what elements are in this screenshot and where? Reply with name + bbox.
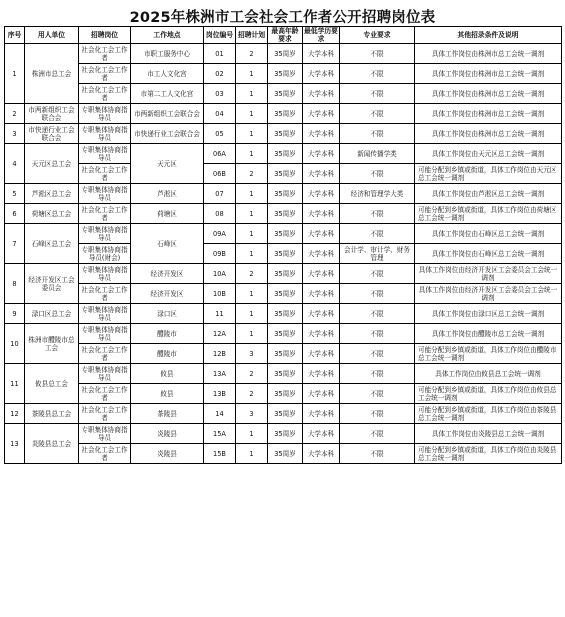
place-cell: 炎陵县	[131, 424, 204, 444]
header-cell: 工作地点	[131, 27, 204, 44]
plan-cell: 1	[236, 104, 268, 124]
place-cell: 经济开发区	[131, 264, 204, 284]
table-row	[5, 124, 562, 144]
note-cell: 可能分配到乡镇或街道，具体工作岗位由攸县总工会统一调剂	[415, 384, 562, 404]
seq-cell: 10	[5, 324, 25, 364]
unit-cell: 炎陵县总工会	[25, 424, 79, 464]
note-cell: 具体工作岗位由经济开发区工会委员会工会统一调剂	[415, 264, 562, 284]
note-cell: 具体工作岗位由石峰区总工会统一调剂	[415, 224, 562, 244]
seq-cell: 11	[5, 364, 25, 404]
major-cell: 会计学、审计学、财务管理	[340, 244, 415, 264]
table-row	[5, 64, 562, 84]
note-cell: 具体工作岗位由株洲市总工会统一调剂	[415, 104, 562, 124]
plan-cell: 3	[236, 344, 268, 364]
major-cell: 不限	[340, 224, 415, 244]
place-cell: 炎陵县	[131, 444, 204, 464]
age-cell: 35周岁	[268, 264, 303, 284]
table-row	[5, 324, 562, 344]
seq-cell: 8	[5, 264, 25, 304]
table-row	[5, 444, 562, 464]
edu-cell: 大学本科	[303, 364, 340, 384]
seq-cell: 13	[5, 424, 25, 464]
code-cell: 14	[204, 404, 236, 424]
unit-cell: 茶陵县总工会	[25, 404, 79, 424]
note-cell: 可能分配到乡镇或街道，具体工作岗位由天元区总工会统一调剂	[415, 164, 562, 184]
post-cell: 社会化工会工作者	[79, 344, 131, 364]
age-cell: 35周岁	[268, 124, 303, 144]
code-cell: 13A	[204, 364, 236, 384]
age-cell: 35周岁	[268, 284, 303, 304]
plan-cell: 1	[236, 244, 268, 264]
header-cell: 最低学历要求	[304, 27, 338, 43]
edu-cell: 大学本科	[303, 84, 340, 104]
major-cell: 不限	[340, 304, 415, 324]
note-cell: 具体工作岗位由株洲市总工会统一调剂	[415, 84, 562, 104]
seq-cell: 9	[5, 304, 25, 324]
seq-cell: 3	[5, 124, 25, 144]
post-cell: 专职集体协商指导员	[79, 144, 131, 164]
seq-cell: 2	[5, 104, 25, 124]
edu-cell: 大学本科	[303, 124, 340, 144]
age-cell: 35周岁	[268, 404, 303, 424]
note-cell: 具体工作岗位由渌口区总工会统一调剂	[415, 304, 562, 324]
header-cell: 岗位编号	[204, 27, 236, 44]
table-row	[5, 424, 562, 444]
page-title: 2025年株洲市工会社会工作者公开招聘岗位表	[129, 10, 436, 26]
table-header-row	[5, 27, 562, 44]
post-cell: 专职集体协商指导员	[79, 264, 131, 284]
table-row	[5, 184, 562, 204]
post-cell: 社会化工会工作者	[79, 84, 131, 104]
edu-cell: 大学本科	[303, 44, 340, 64]
table-row	[5, 264, 562, 284]
code-cell: 12A	[204, 324, 236, 344]
code-cell: 05	[204, 124, 236, 144]
place-cell: 攸县	[131, 364, 204, 384]
post-cell: 社会化工会工作者	[79, 164, 131, 184]
code-cell: 06B	[204, 164, 236, 184]
edu-cell: 大学本科	[303, 184, 340, 204]
major-cell: 不限	[340, 364, 415, 384]
major-cell: 不限	[340, 284, 415, 304]
major-cell: 不限	[340, 324, 415, 344]
table-row	[5, 404, 562, 424]
post-cell: 专职集体协商指导员	[79, 424, 131, 444]
plan-cell: 3	[236, 404, 268, 424]
plan-cell: 1	[236, 124, 268, 144]
plan-cell: 2	[236, 264, 268, 284]
edu-cell: 大学本科	[303, 164, 340, 184]
plan-cell: 1	[236, 284, 268, 304]
table-row	[5, 104, 562, 124]
table-row	[5, 284, 562, 304]
header-cell: 其他招录条件及说明	[415, 27, 562, 44]
post-cell: 社会化工会工作者	[79, 444, 131, 464]
edu-cell: 大学本科	[303, 224, 340, 244]
code-cell: 09A	[204, 224, 236, 244]
place-cell: 芦淞区	[131, 184, 204, 204]
place-cell: 市工人文化宫	[131, 64, 204, 84]
place-cell: 市职工服务中心	[131, 44, 204, 64]
place-cell: 荷塘区	[131, 204, 204, 224]
post-cell: 专职集体协商指导员	[79, 324, 131, 344]
major-cell: 经济和管理学大类	[340, 184, 415, 204]
major-cell: 不限	[340, 444, 415, 464]
age-cell: 35周岁	[268, 244, 303, 264]
edu-cell: 大学本科	[303, 64, 340, 84]
table-row	[5, 224, 562, 244]
table-row	[5, 344, 562, 364]
code-cell: 09B	[204, 244, 236, 264]
table-row	[5, 144, 562, 164]
age-cell: 35周岁	[268, 224, 303, 244]
age-cell: 35周岁	[268, 164, 303, 184]
major-cell: 不限	[340, 344, 415, 364]
table-row	[5, 44, 562, 64]
code-cell: 01	[204, 44, 236, 64]
major-cell: 新闻传播学类	[340, 144, 415, 164]
note-cell: 可能分配到乡镇或街道，具体工作岗位由荷塘区总工会统一调剂	[415, 204, 562, 224]
plan-cell: 2	[236, 364, 268, 384]
place-cell: 石峰区	[131, 224, 204, 264]
note-cell: 具体工作岗位由株洲市总工会统一调剂	[415, 64, 562, 84]
code-cell: 06A	[204, 144, 236, 164]
major-cell: 不限	[340, 124, 415, 144]
place-cell: 市第二工人文化宫	[131, 84, 204, 104]
place-cell: 醴陵市	[131, 344, 204, 364]
major-cell: 不限	[340, 64, 415, 84]
major-cell: 不限	[340, 104, 415, 124]
header-cell: 序号	[5, 27, 25, 44]
age-cell: 35周岁	[268, 204, 303, 224]
plan-cell: 2	[236, 164, 268, 184]
plan-cell: 1	[236, 184, 268, 204]
place-cell: 茶陵县	[131, 404, 204, 424]
unit-cell: 石峰区总工会	[25, 224, 79, 264]
code-cell: 12B	[204, 344, 236, 364]
note-cell: 具体工作岗位由醴陵市总工会统一调剂	[415, 324, 562, 344]
header-cell: 招聘计划	[236, 27, 268, 44]
table-row	[5, 304, 562, 324]
unit-cell: 荷塘区总工会	[25, 204, 79, 224]
code-cell: 08	[204, 204, 236, 224]
edu-cell: 大学本科	[303, 284, 340, 304]
note-cell: 具体工作岗位由株洲市总工会统一调剂	[415, 124, 562, 144]
age-cell: 35周岁	[268, 444, 303, 464]
edu-cell: 大学本科	[303, 244, 340, 264]
age-cell: 35周岁	[268, 84, 303, 104]
edu-cell: 大学本科	[303, 384, 340, 404]
seq-cell: 7	[5, 224, 25, 264]
seq-cell: 6	[5, 204, 25, 224]
major-cell: 不限	[340, 384, 415, 404]
unit-cell: 经济开发区工会委员会	[25, 264, 79, 304]
plan-cell: 1	[236, 444, 268, 464]
place-cell: 天元区	[131, 144, 204, 184]
code-cell: 15A	[204, 424, 236, 444]
age-cell: 35周岁	[268, 64, 303, 84]
post-cell: 专职集体协商指导员	[79, 224, 131, 244]
code-cell: 07	[204, 184, 236, 204]
post-cell: 专职集体协商指导员	[79, 364, 131, 384]
note-cell: 具体工作岗位由攸县总工会统一调剂	[415, 364, 562, 384]
unit-cell: 渌口区总工会	[25, 304, 79, 324]
plan-cell: 1	[236, 224, 268, 244]
note-cell: 具体工作岗位由天元区总工会统一调剂	[415, 144, 562, 164]
major-cell: 不限	[340, 84, 415, 104]
note-cell: 具体工作岗位由炎陵县总工会统一调剂	[415, 424, 562, 444]
unit-cell: 天元区总工会	[25, 144, 79, 184]
post-cell: 社会化工会工作者	[79, 44, 131, 64]
major-cell: 不限	[340, 204, 415, 224]
unit-cell: 芦淞区总工会	[25, 184, 79, 204]
post-cell: 社会化工会工作者	[79, 404, 131, 424]
table-row	[5, 384, 562, 404]
code-cell: 15B	[204, 444, 236, 464]
seq-cell: 12	[5, 404, 25, 424]
table-row	[5, 84, 562, 104]
age-cell: 35周岁	[268, 44, 303, 64]
post-cell: 专职集体协商指导员(财会)	[79, 244, 131, 264]
edu-cell: 大学本科	[303, 444, 340, 464]
major-cell: 不限	[340, 44, 415, 64]
edu-cell: 大学本科	[303, 344, 340, 364]
place-cell: 市两新组织工会联合会	[131, 104, 204, 124]
age-cell: 35周岁	[268, 324, 303, 344]
place-cell: 醴陵市	[131, 324, 204, 344]
place-cell: 渌口区	[131, 304, 204, 324]
post-cell: 专职集体协商指导员	[79, 124, 131, 144]
post-cell: 社会化工会工作者	[79, 204, 131, 224]
edu-cell: 大学本科	[303, 404, 340, 424]
code-cell: 02	[204, 64, 236, 84]
code-cell: 03	[204, 84, 236, 104]
age-cell: 35周岁	[268, 104, 303, 124]
code-cell: 13B	[204, 384, 236, 404]
post-cell: 专职集体协商指导员	[79, 304, 131, 324]
recruitment-table	[4, 26, 562, 464]
note-cell: 可能分配到乡镇或街道，具体工作岗位由醴陵市总工会统一调剂	[415, 344, 562, 364]
unit-cell: 攸县总工会	[25, 364, 79, 404]
age-cell: 35周岁	[268, 144, 303, 164]
note-cell: 具体工作岗位由芦淞区总工会统一调剂	[415, 184, 562, 204]
note-cell: 可能分配到乡镇或街道，具体工作岗位由茶陵县总工会统一调剂	[415, 404, 562, 424]
age-cell: 35周岁	[268, 384, 303, 404]
unit-cell: 株洲市总工会	[25, 44, 79, 104]
age-cell: 35周岁	[268, 184, 303, 204]
edu-cell: 大学本科	[303, 104, 340, 124]
plan-cell: 1	[236, 204, 268, 224]
note-cell: 具体工作岗位由株洲市总工会统一调剂	[415, 44, 562, 64]
age-cell: 35周岁	[268, 364, 303, 384]
plan-cell: 1	[236, 84, 268, 104]
edu-cell: 大学本科	[303, 304, 340, 324]
header-cell: 最高年龄要求	[268, 27, 303, 44]
major-cell: 不限	[340, 164, 415, 184]
plan-cell: 2	[236, 384, 268, 404]
plan-cell: 1	[236, 64, 268, 84]
post-cell: 社会化工会工作者	[79, 64, 131, 84]
code-cell: 10A	[204, 264, 236, 284]
major-cell: 不限	[340, 264, 415, 284]
seq-cell: 1	[5, 44, 25, 104]
edu-cell: 大学本科	[303, 204, 340, 224]
post-cell: 社会化工会工作者	[79, 284, 131, 304]
header-cell: 用人单位	[25, 27, 79, 44]
code-cell: 11	[204, 304, 236, 324]
seq-cell: 5	[5, 184, 25, 204]
note-cell: 具体工作岗位由经济开发区工会委员会工会统一调剂	[415, 284, 562, 304]
edu-cell: 大学本科	[303, 144, 340, 164]
edu-cell: 大学本科	[303, 324, 340, 344]
post-cell: 专职集体协商指导员	[79, 104, 131, 124]
unit-cell: 市两新组织工会联合会	[25, 104, 79, 124]
plan-cell: 1	[236, 324, 268, 344]
header-cell: 招聘岗位	[79, 27, 131, 44]
plan-cell: 1	[236, 144, 268, 164]
place-cell: 经济开发区	[131, 284, 204, 304]
major-cell: 不限	[340, 404, 415, 424]
note-cell: 具体工作岗位由石峰区总工会统一调剂	[415, 244, 562, 264]
unit-cell: 市快递行业工会联合会	[25, 124, 79, 144]
place-cell: 市快递行业工会联合会	[131, 124, 204, 144]
age-cell: 35周岁	[268, 424, 303, 444]
place-cell: 攸县	[131, 384, 204, 404]
edu-cell: 大学本科	[303, 424, 340, 444]
plan-cell: 1	[236, 424, 268, 444]
code-cell: 04	[204, 104, 236, 124]
plan-cell: 2	[236, 44, 268, 64]
note-cell: 可能分配到乡镇或街道，具体工作岗位由炎陵县总工会统一调剂	[415, 444, 562, 464]
unit-cell: 株洲市醴陵市总工会	[25, 324, 79, 364]
code-cell: 10B	[204, 284, 236, 304]
post-cell: 社会化工会工作者	[79, 384, 131, 404]
table-row	[5, 204, 562, 224]
seq-cell: 4	[5, 144, 25, 184]
table-row	[5, 244, 562, 264]
age-cell: 35周岁	[268, 344, 303, 364]
header-cell: 专业要求	[340, 27, 415, 44]
age-cell: 35周岁	[268, 304, 303, 324]
table-row	[5, 364, 562, 384]
edu-cell: 大学本科	[303, 264, 340, 284]
plan-cell: 1	[236, 304, 268, 324]
table-row	[5, 164, 562, 184]
major-cell: 不限	[340, 424, 415, 444]
post-cell: 专职集体协商指导员	[79, 184, 131, 204]
